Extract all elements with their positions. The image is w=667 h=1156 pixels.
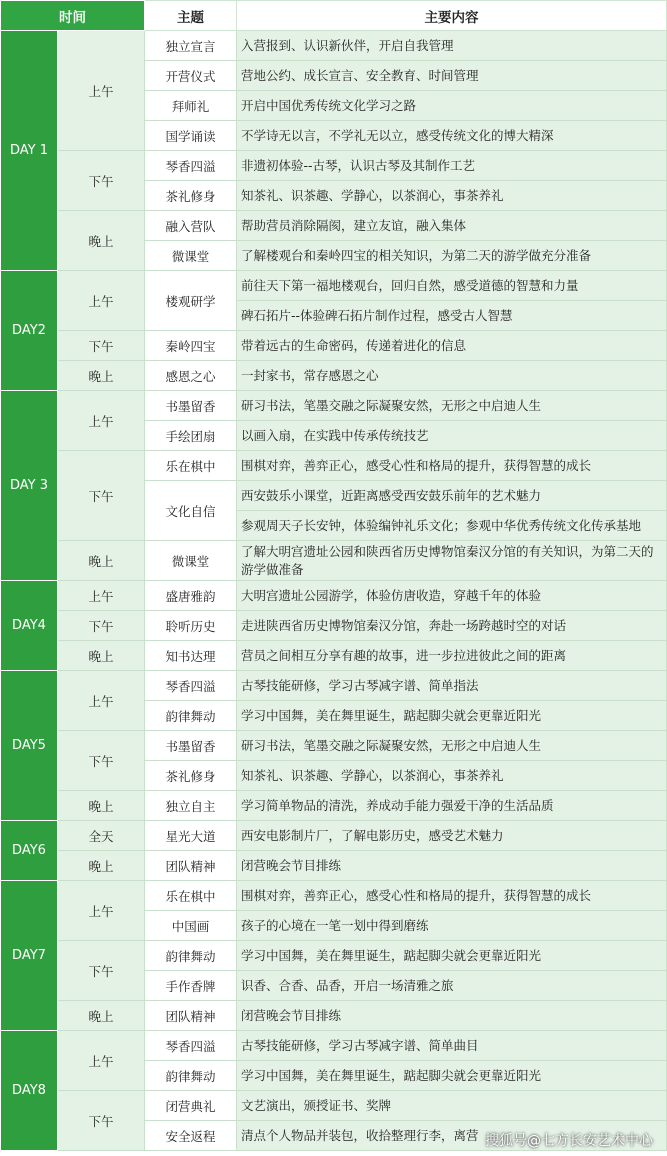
theme-cell: 琴香四溢 xyxy=(145,151,237,181)
day-label: DAY6 xyxy=(1,821,58,881)
theme-cell: 手作香牌 xyxy=(145,971,237,1001)
content-cell: 带着远古的生命密码，传递着进化的信息 xyxy=(237,331,667,361)
day-label: DAY7 xyxy=(1,881,58,1031)
period-label: 下午 xyxy=(58,941,145,1001)
theme-cell: 安全返程 xyxy=(145,1121,237,1151)
day-label: DAY 1 xyxy=(1,31,58,271)
table-row xyxy=(1,791,667,821)
content-cell: 学习中国舞，美在舞里诞生，踮起脚尖就会更靠近阳光 xyxy=(237,1061,667,1091)
period-label: 下午 xyxy=(58,451,145,541)
theme-cell: 拜师礼 xyxy=(145,91,237,121)
period-label: 晚上 xyxy=(58,851,145,881)
period-label: 晚上 xyxy=(58,1001,145,1031)
content-cell: 文艺演出，颁授证书、奖牌 xyxy=(237,1091,667,1121)
theme-cell: 独立自主 xyxy=(145,791,237,821)
theme-cell: 茶礼修身 xyxy=(145,181,237,211)
header-content: 主要内容 xyxy=(237,1,667,31)
table-row xyxy=(1,941,667,971)
period-label: 上午 xyxy=(58,671,145,731)
theme-cell: 微课堂 xyxy=(145,541,237,581)
day-label: DAY 3 xyxy=(1,391,58,581)
table-row xyxy=(1,361,667,391)
period-label: 晚上 xyxy=(58,791,145,821)
theme-cell: 国学诵读 xyxy=(145,121,237,151)
content-cell: 学习中国舞，美在舞里诞生，踮起脚尖就会更靠近阳光 xyxy=(237,701,667,731)
period-label: 上午 xyxy=(58,31,145,151)
table-row xyxy=(1,1031,667,1061)
period-label: 晚上 xyxy=(58,361,145,391)
header-theme: 主题 xyxy=(145,1,237,31)
content-cell: 一封家书，常存感恩之心 xyxy=(237,361,667,391)
content-cell: 大明宫遗址公园游学，体验仿唐收造，穿越千年的体验 xyxy=(237,581,667,611)
content-cell: 开启中国优秀传统文化学习之路 xyxy=(237,91,667,121)
content-cell: 学习中国舞，美在舞里诞生，踮起脚尖就会更靠近阳光 xyxy=(237,941,667,971)
table-row xyxy=(1,541,667,581)
table-row xyxy=(1,851,667,881)
theme-cell: 独立宣言 xyxy=(145,31,237,61)
day-label: DAY5 xyxy=(1,671,58,821)
period-label: 下午 xyxy=(58,331,145,361)
table-row xyxy=(1,391,667,421)
table-row xyxy=(1,271,667,301)
content-cell: 了解楼观台和秦岭四宝的相关知识，为第二天的游学做充分准备 xyxy=(237,241,667,271)
content-cell: 闭营晚会节目排练 xyxy=(237,851,667,881)
content-cell: 前往天下第一福地楼观台，回归自然，感受道德的智慧和力量 xyxy=(237,271,667,301)
table-row xyxy=(1,611,667,641)
day-label: DAY8 xyxy=(1,1031,58,1151)
period-label: 下午 xyxy=(58,611,145,641)
theme-cell: 闭营典礼 xyxy=(145,1091,237,1121)
theme-cell: 聆听历史 xyxy=(145,611,237,641)
header-time: 时间 xyxy=(1,1,145,31)
table-row xyxy=(1,881,667,911)
content-cell: 营员之间相互分享有趣的故事，进一步拉进彼此之间的距离 xyxy=(237,641,667,671)
period-label: 下午 xyxy=(58,731,145,791)
content-cell: 清点个人物品并装包，收拾整理行李，离营 xyxy=(237,1121,667,1151)
period-label: 下午 xyxy=(58,1091,145,1151)
content-cell: 古琴技能研修，学习古琴减字谱、简单指法 xyxy=(237,671,667,701)
content-cell: 不学诗无以言，不学礼无以立，感受传统文化的博大精深 xyxy=(237,121,667,151)
period-label: 晚上 xyxy=(58,641,145,671)
content-cell: 以画入扇，在实践中传承传统技艺 xyxy=(237,421,667,451)
theme-cell: 知书达理 xyxy=(145,641,237,671)
content-cell: 围棋对弈，善弈正心，感受心性和格局的提升，获得智慧的成长 xyxy=(237,881,667,911)
content-cell: 闭营晚会节目排练 xyxy=(237,1001,667,1031)
theme-cell: 韵律舞动 xyxy=(145,701,237,731)
table-row xyxy=(1,1091,667,1121)
content-cell: 营地公约、成长宣言、安全教育、时间管理 xyxy=(237,61,667,91)
day-label: DAY4 xyxy=(1,581,58,671)
table-row xyxy=(1,31,667,61)
content-cell: 碑石拓片--体验碑石拓片制作过程，感受古人智慧 xyxy=(237,301,667,331)
table-row xyxy=(1,821,667,851)
content-cell: 非遗初体验--古琴，认识古琴及其制作工艺 xyxy=(237,151,667,181)
table-row xyxy=(1,451,667,481)
theme-cell: 融入营队 xyxy=(145,211,237,241)
table-row xyxy=(1,331,667,361)
content-cell: 围棋对弈，善弈正心，感受心性和格局的提升，获得智慧的成长 xyxy=(237,451,667,481)
theme-cell: 茶礼修身 xyxy=(145,761,237,791)
theme-cell: 感恩之心 xyxy=(145,361,237,391)
table-row xyxy=(1,671,667,701)
table-row xyxy=(1,731,667,761)
theme-cell: 手绘团扇 xyxy=(145,421,237,451)
table-row xyxy=(1,581,667,611)
content-cell: 了解大明宫遗址公园和陕西省历史博物馆秦汉分馆的有关知识，为第二天的游学做准备 xyxy=(237,541,667,581)
theme-cell: 星光大道 xyxy=(145,821,237,851)
theme-cell: 秦岭四宝 xyxy=(145,331,237,361)
content-cell: 学习简单物品的清洗，养成动手能力强爱干净的生活品质 xyxy=(237,791,667,821)
theme-cell: 团队精神 xyxy=(145,1001,237,1031)
period-label: 晚上 xyxy=(58,541,145,581)
period-label: 上午 xyxy=(58,581,145,611)
theme-cell: 文化自信 xyxy=(145,481,237,541)
theme-cell: 书墨留香 xyxy=(145,391,237,421)
content-cell: 知茶礼、识茶趣、学静心，以茶润心，事茶养礼 xyxy=(237,761,667,791)
theme-cell: 琴香四溢 xyxy=(145,1031,237,1061)
period-label: 上午 xyxy=(58,1031,145,1091)
table-row xyxy=(1,151,667,181)
period-label: 上午 xyxy=(58,271,145,331)
content-cell: 识香、合香、品香，开启一场清雅之旅 xyxy=(237,971,667,1001)
theme-cell: 微课堂 xyxy=(145,241,237,271)
content-cell: 走进陕西省历史博物馆秦汉分馆，奔赴一场跨越时空的对话 xyxy=(237,611,667,641)
content-cell: 西安鼓乐小课堂，近距离感受西安鼓乐前年的艺术魅力 xyxy=(237,481,667,511)
content-cell: 西安电影制片厂，了解电影历史，感受艺术魅力 xyxy=(237,821,667,851)
table-row xyxy=(1,211,667,241)
content-cell: 参观周天子长安钟，体验编钟礼乐文化；参观中华优秀传统文化传承基地 xyxy=(237,511,667,541)
content-cell: 入营报到、认识新伙伴，开启自我管理 xyxy=(237,31,667,61)
watermark: 搜狐号@七方长安艺术中心 xyxy=(485,1133,653,1149)
theme-cell: 韵律舞动 xyxy=(145,941,237,971)
theme-cell: 乐在棋中 xyxy=(145,881,237,911)
period-label: 上午 xyxy=(58,391,145,451)
theme-cell: 楼观研学 xyxy=(145,271,237,331)
schedule-body xyxy=(1,31,667,1151)
theme-cell: 书墨留香 xyxy=(145,731,237,761)
theme-cell: 盛唐雅韵 xyxy=(145,581,237,611)
period-label: 全天 xyxy=(58,821,145,851)
theme-cell: 乐在棋中 xyxy=(145,451,237,481)
theme-cell: 韵律舞动 xyxy=(145,1061,237,1091)
theme-cell: 中国画 xyxy=(145,911,237,941)
period-label: 上午 xyxy=(58,881,145,941)
theme-cell: 琴香四溢 xyxy=(145,671,237,701)
content-cell: 知茶礼、识茶趣、学静心，以茶润心，事茶养礼 xyxy=(237,181,667,211)
content-cell: 古琴技能研修，学习古琴减字谱、简单曲目 xyxy=(237,1031,667,1061)
theme-cell: 团队精神 xyxy=(145,851,237,881)
period-label: 晚上 xyxy=(58,211,145,271)
content-cell: 研习书法，笔墨交融之际凝聚安然，无形之中启迪人生 xyxy=(237,731,667,761)
table-row xyxy=(1,641,667,671)
theme-cell: 开营仪式 xyxy=(145,61,237,91)
period-label: 下午 xyxy=(58,151,145,211)
day-label: DAY2 xyxy=(1,271,58,391)
table-row xyxy=(1,1001,667,1031)
content-cell: 帮助营员消除隔阂，建立友谊，融入集体 xyxy=(237,211,667,241)
content-cell: 孩子的心境在一笔一划中得到磨练 xyxy=(237,911,667,941)
header-row xyxy=(1,1,667,31)
content-cell: 研习书法，笔墨交融之际凝聚安然，无形之中启迪人生 xyxy=(237,391,667,421)
